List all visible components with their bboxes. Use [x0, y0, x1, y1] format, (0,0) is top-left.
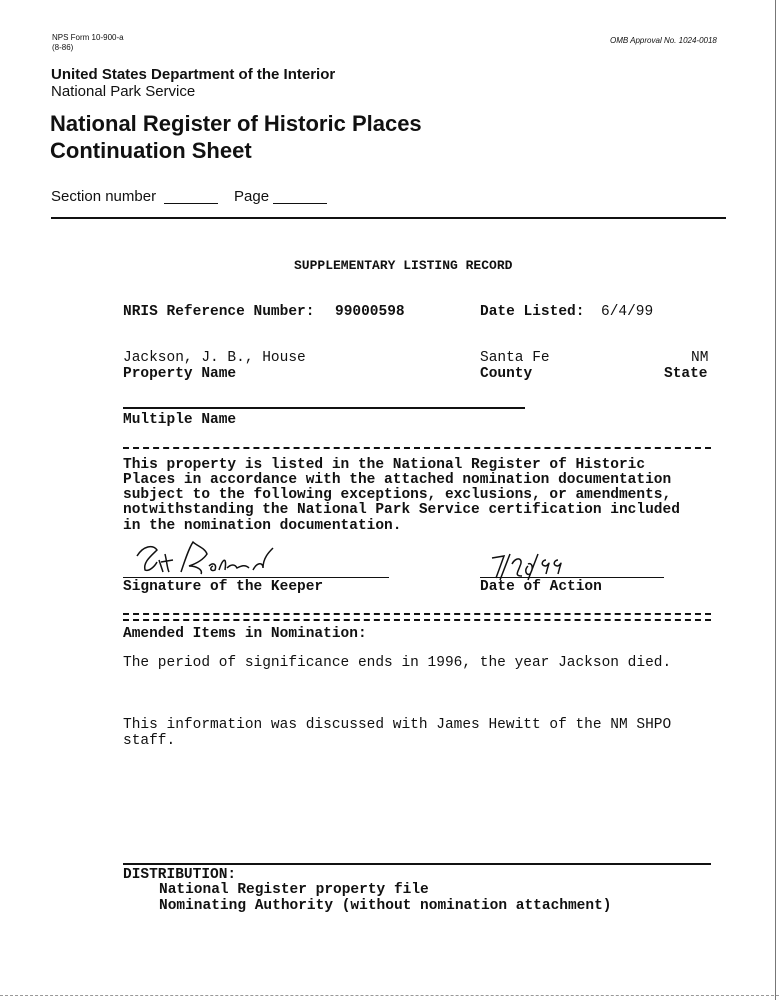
double-dashed-divider [123, 613, 711, 621]
form-title-line2: Continuation Sheet [50, 138, 252, 163]
signature-label: Signature of the Keeper [123, 579, 324, 595]
header-divider [51, 217, 726, 219]
distribution-item: Nominating Authority (without nomination attachment) [159, 898, 612, 914]
form-title-line1: National Register of Historic Places [50, 111, 422, 136]
distribution-heading: DISTRIBUTION: [123, 867, 237, 883]
dashed-divider [123, 447, 711, 449]
section-number-label: Section number [51, 188, 157, 205]
form-number: NPS Form 10-900-a [52, 33, 124, 42]
signature-line [123, 577, 389, 578]
page-label: Page [234, 188, 270, 205]
statement-line: notwithstanding the National Park Service certification included [123, 502, 680, 518]
date-listed-label: Date Listed: [480, 304, 585, 320]
county-value: Santa Fe [480, 350, 550, 366]
section-number-field [164, 203, 218, 204]
page-field [273, 203, 327, 204]
form-date: (8-86) [52, 43, 74, 52]
multiple-name-label: Multiple Name [123, 412, 237, 428]
state-label: State [664, 366, 708, 382]
service-name: National Park Service [51, 83, 196, 100]
amended-heading: Amended Items in Nomination: [123, 626, 367, 642]
distribution-divider [123, 863, 711, 865]
department-name: United States Department of the Interior [51, 66, 336, 83]
date-action-label: Date of Action [480, 579, 602, 595]
record-heading: SUPPLEMENTARY LISTING RECORD [294, 258, 513, 273]
distribution-item: National Register property file [159, 882, 429, 898]
property-name-label: Property Name [123, 366, 237, 382]
statement-line: Places in accordance with the attached nomination documentation [123, 472, 672, 488]
omb-approval: OMB Approval No. 1024-0018 [610, 36, 717, 45]
statement-line: in the nomination documentation. [123, 518, 402, 534]
keeper-signature [123, 536, 293, 578]
nris-value: 99000598 [335, 304, 405, 320]
date-listed-value: 6/4/99 [601, 304, 654, 320]
amended-item-line: The period of significance ends in 1996, the year Jackson died. [123, 655, 672, 671]
date-action-line [480, 577, 664, 578]
scan-edge-bottom [0, 995, 779, 996]
scan-edge-right [775, 0, 776, 1000]
statement-line: This property is listed in the National Register of Historic [123, 457, 646, 473]
amended-item-line: staff. [123, 733, 176, 749]
county-label: County [480, 366, 533, 382]
multiple-name-field [123, 407, 525, 409]
nris-label: NRIS Reference Number: [123, 304, 315, 320]
state-value: NM [691, 350, 709, 366]
property-name-value: Jackson, J. B., House [123, 350, 306, 366]
amended-item-line: This information was discussed with James Hewitt of the NM SHPO [123, 717, 672, 733]
statement-line: subject to the following exceptions, exclusions, or amendments, [123, 487, 672, 503]
